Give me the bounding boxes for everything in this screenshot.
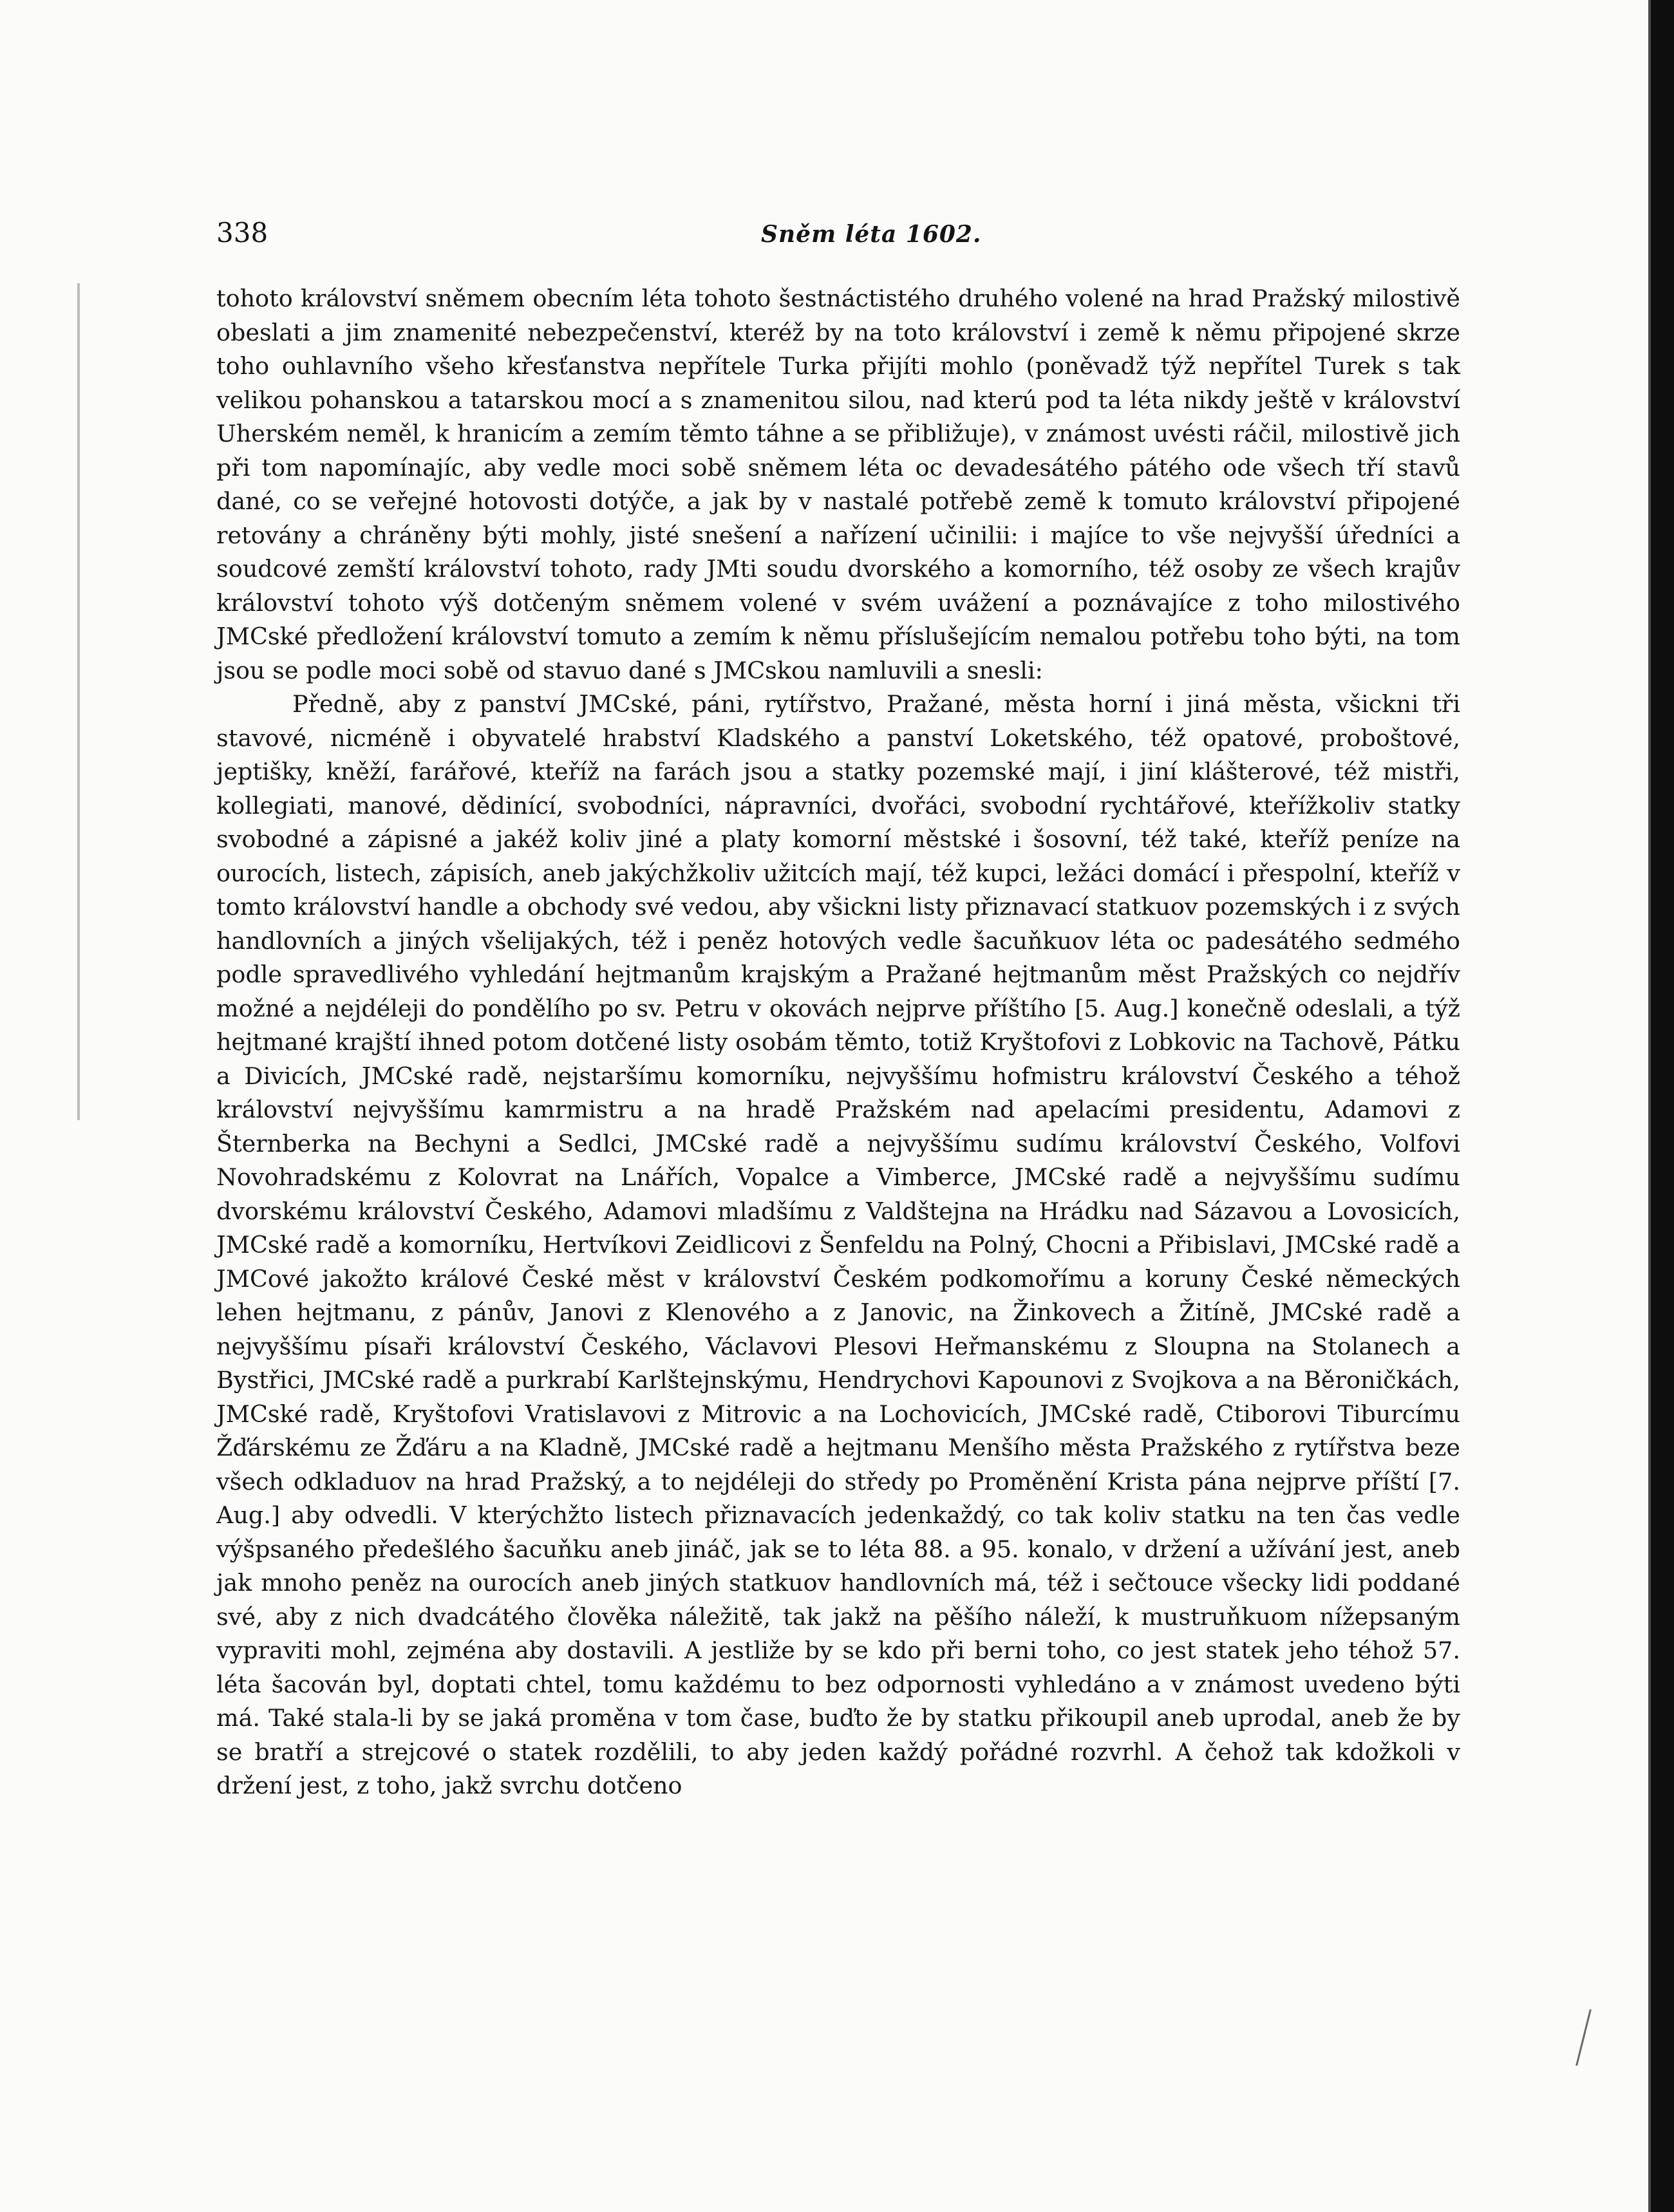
scan-shadow-rule — [77, 283, 80, 1120]
paragraph-intro: tohoto království sněmem obecním léta tohoto šestnáctistého druhého volené na hrad Pražský milostivě obeslati a jim znamenité nebezpečenství, kteréž by na toto království i země k němu připojené skrze toho ouhlavního všeho křesťanstva nepřítele Turka přijíti mohlo (poněvadž týž nepřítel Turek s tak velikou pohanskou a tatarskou mocí a s znamenitou silou, nad kterú pod ta léta nikdy ještě v království Uherském neměl, k hranicím a zemím těmto táhne a se přibližuje), v známost uvésti ráčil, milostivě jich při tom napomínajíc, aby vedle moci sobě sněmem léta oc devadesátého pátého ode všech tří stavů dané, co se veřejné hotovosti dotýče, a jak by v nastalé potřebě země k tomuto království připojené retovány a chráněny býti mohly, jisté snešení a nařízení učinilii: i majíce to vše nejvyšší úředníci a soudcové zemští království tohoto, rady JMti soudu dvorského a komorního, též osoby ze všech krajův království tohoto výš dotčeným sněmem volené v svém uvážení a poznávajíce z toho milostivého JMCské předložení království tomuto a zemím k němu příslušejícím nemalou potřebu toho býti, na tom jsou se podle moci sobě od stavuo dané s JMCskou namluvili a snesli: — [216, 285, 1460, 684]
scan-edge-border — [1651, 0, 1674, 2212]
running-head: Sněm léta 1602. — [761, 221, 982, 248]
paragraph-first-article: Předně, aby z panství JMCské, páni, rytířstvo, Pražané, města horní i jiná města, všickni tři stavové, nicméně i obyvatelé hrabství Kladského a panství Loketského, též opatové, proboštové, jeptišky, kněží, farářové, kteříž na farách jsou a statky pozemské mají, i jiní klášterové, též mistři, kollegiati, manové, dědinící, svobodníci, nápravníci, dvořáci, svobodní rychtářové, kteřížkoliv statky svobodné a zápisné a jakéž koliv jiné a platy komorní městské i šosovní, též také, kteříž peníze na ourocích, listech, zápisích, aneb jakýchžkoliv užitcích mají, též kupci, ležáci domácí i přespolní, kteříž v tomto království handle a obchody své vedou, aby všickni listy přiznavací statkuov pozemských i z svých handlovních a jiných všelijakých, též i peněz hotových vedle šacuňkuov léta oc padesátého sedmého podle spravedlivého vyhledání hejtmanům krajským a Pražané hejtmanům měst Pražských co nejdřív možné a nejdéleji do pondělího po sv. Petru v okovách nejprve příštího [5. Aug.] konečně odeslali, a týž hejtmané krajští ihned potom dotčené listy osobám těmto, totiž Kryštofovi z Lobkovic na Tachově, Pátku a Divicích, JMCské radě, nejstaršímu komorníku, nejvyššímu hofmistru království Českého a téhož království nejvyššímu kamrmistru a na hradě Pražském nad apelacími presidentu, Adamovi z Šternberka na Bechyni a Sedlci, JMCské radě a nejvyššímu sudímu království Českého, Volfovi Novohradskému z Kolovrat na Lnářích, Vopalce a Vimberce, JMCské radě a nejvyššímu sudímu dvorskému království Českého, Adamovi mladšímu z Valdštejna na Hrádku nad Sázavou a Lovosicích, JMCské radě a komorníku, Hertvíkovi Zeidlicovi z Šenfeldu na Polný, Chocni a Přibislavi, JMCské radě a JMCové jakožto králové České měst v království Českém podkomořímu a koruny České německých lehen hejtmanu, z pánův, Janovi z Klenového a z Janovic, na Žinkovech a Žitíně, JMCské radě a nejvyššímu písaři království Českého, Václavovi Plesovi Heřmanskému z Sloupna na Stolanech a Bystřici, JMCské radě a purkrabí Karlštejnskýmu, Hendrychovi Kapounovi z Svojkova a na Běroničkách, JMCské radě, Kryštofovi Vratislavovi z Mitrovic a na Lochovicích, JMCské radě, Ctiborovi Tiburcímu Žďárskému ze Žďáru a na Kladně, JMCské radě a hejtmanu Menšího města Pražského z rytířstva beze všech odkladuov na hrad Pražský, a to nejdéleji do středy po Proměnění Krista pána nejprve příští [7. Aug.] aby odvedli. V kterýchžto listech přiznavacích jedenkaždý, co tak koliv statku na ten čas vedle výšpsaného předešlého šacuňku aneb jináč, jak se to léta 88. a 95. konalo, v držení a užívání jest, aneb jak mnoho peněz na ourocích aneb jiných statkuov handlovních má, též i sečtouce všecky lidi poddané své, aby z nich dvadcátého člověka náležitě, tak jakž na pěšího náleží, k mustruňkuom nížepsaným vypraviti mohl, zejména aby dostavili. A jestliže by se kdo při berni toho, co jest statek jeho téhož 57. léta šacován byl, doptati chtel, tomu každému to bez odpornosti vyhledáno a v známost uvedeno býti má. Také stala-li by se jaká proměna v tom čase, buďto že by statku přikoupil aneb uprodal, aneb že by se bratří a strejcové o statek rozdělili, to aby jeden každý pořádné rozvrhl. A čehož tak kdožkoli v držení jest, z toho, jakž svrchu dotčeno — [216, 690, 1460, 1799]
scan-artifact-mark — [1575, 2009, 1592, 2066]
page-header — [216, 214, 1460, 252]
body-text — [216, 282, 1460, 1803]
page-number: 338 — [216, 217, 268, 248]
